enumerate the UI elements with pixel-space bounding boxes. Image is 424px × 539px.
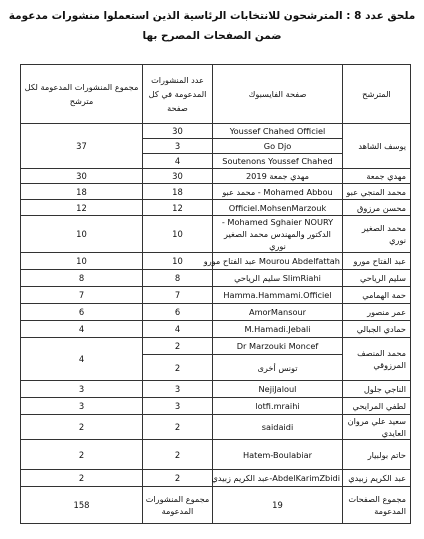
facebook-page-name: مهدي جمعة 2019	[213, 169, 343, 184]
annex-title: ملحق عدد 8 : المترشحون للانتخابات الرئاسية الذين استعملوا منشورات مدعومة ضمن الصفحات المصرح بها	[8, 10, 416, 42]
page-post-count: 2	[143, 338, 213, 355]
facebook-page-name: Mourou Abdelfattah عبد الفتاح مورو	[213, 253, 343, 270]
table-row	[21, 381, 411, 398]
facebook-page-name: NejiJaloul	[213, 381, 343, 398]
candidate-total-posts: 18	[21, 184, 143, 200]
header-row	[21, 65, 411, 124]
candidate-name: محسن مرزوق	[343, 200, 411, 216]
page-post-count: 3	[143, 398, 213, 415]
candidate-name: حمادي الجبالي	[343, 321, 411, 338]
candidate-total-posts: 2	[21, 440, 143, 470]
candidate-name: محمد المنجي عبو	[343, 184, 411, 200]
facebook-page-name: Hamma.Hammami.Officiel	[213, 287, 343, 304]
supported-posts-table	[20, 64, 411, 524]
candidate-name: سعيد علي مروان العايدي	[343, 415, 411, 440]
candidate-total-posts: 30	[21, 169, 143, 184]
candidate-name: مهدي جمعة	[343, 169, 411, 184]
table-row	[21, 184, 411, 200]
facebook-page-name: AmorMansour	[213, 304, 343, 321]
facebook-page-name: Dr Marzouki Moncef	[213, 338, 343, 355]
candidate-total-posts: 10	[21, 253, 143, 270]
candidate-total-posts: 7	[21, 287, 143, 304]
candidate-name: يوسف الشاهد	[343, 124, 411, 169]
facebook-page-name: lotfi.mraihi	[213, 398, 343, 415]
table-row	[21, 470, 411, 487]
facebook-page-name: Go Djo	[213, 139, 343, 154]
candidate-total-posts: 10	[21, 216, 143, 253]
page-post-count: 12	[143, 200, 213, 216]
facebook-page-name: Officiel.MohsenMarzouk	[213, 200, 343, 216]
footer-pages-label: مجموع الصفحات المدعومة	[343, 487, 411, 524]
facebook-page-name: Youssef Chahed Officiel	[213, 124, 343, 139]
page-post-count: 18	[143, 184, 213, 200]
candidate-total-posts: 3	[21, 398, 143, 415]
candidate-name: عبد الفتاح مورو	[343, 253, 411, 270]
facebook-page-name: M.Hamadi.Jebali	[213, 321, 343, 338]
footer-pages-total: 19	[213, 487, 343, 524]
candidate-name: عبد الكريم زبيدي	[343, 470, 411, 487]
page-post-count: 2	[143, 355, 213, 381]
candidate-name: سليم الرياحي	[343, 270, 411, 287]
page-post-count: 4	[143, 321, 213, 338]
facebook-page-name: تونس أخرى	[213, 355, 343, 381]
page-post-count: 3	[143, 139, 213, 154]
page-post-count: 30	[143, 124, 213, 139]
facebook-page-name: Soutenons Youssef Chahed	[213, 154, 343, 169]
page-post-count: 3	[143, 381, 213, 398]
candidate-name: حمة الهمامي	[343, 287, 411, 304]
candidate-name: لطفي المرايحي	[343, 398, 411, 415]
page-post-count: 2	[143, 415, 213, 440]
candidate-name: حاتم بولبيار	[343, 440, 411, 470]
page-post-count: 10	[143, 216, 213, 253]
table-row	[21, 321, 411, 338]
table-row	[21, 304, 411, 321]
header-posts-per-page: عدد المنشورات المدعومة في كل صفحة	[143, 65, 213, 124]
candidate-total-posts: 2	[21, 415, 143, 440]
table-row	[21, 169, 411, 184]
candidate-total-posts: 37	[21, 124, 143, 169]
header-candidate: المترشح	[343, 65, 411, 124]
table-row	[21, 270, 411, 287]
candidate-name: محمد الصغير نوري	[343, 216, 411, 253]
table-row	[21, 253, 411, 270]
candidate-name: عمر منصور	[343, 304, 411, 321]
page-post-count: 2	[143, 440, 213, 470]
candidate-total-posts: 2	[21, 470, 143, 487]
candidate-total-posts: 12	[21, 200, 143, 216]
facebook-page-name: Mohamed Sghaier NOURY - الدكتور والمهندس محمد الصغير نوري	[213, 216, 343, 253]
table-row	[21, 216, 411, 253]
header-total-per-candidate: مجموع المنشورات المدعومة لكل مترشح	[21, 65, 143, 124]
table-row	[21, 200, 411, 216]
facebook-page-name: Hatem-Boulabiar	[213, 440, 343, 470]
footer-posts-total: 158	[21, 487, 143, 524]
footer-posts-label: مجموع المنشورات المدعومة	[143, 487, 213, 524]
candidate-total-posts: 4	[21, 338, 143, 381]
candidate-total-posts: 8	[21, 270, 143, 287]
table-row	[21, 398, 411, 415]
page-post-count: 6	[143, 304, 213, 321]
page-post-count: 30	[143, 169, 213, 184]
facebook-page-name: SlimRiahi سليم الرياحي	[213, 270, 343, 287]
table-row	[21, 124, 411, 139]
header-facebook-page: صفحة الفايسبوك	[213, 65, 343, 124]
page-post-count: 4	[143, 154, 213, 169]
table-body	[21, 124, 411, 487]
table-row	[21, 415, 411, 440]
candidate-name: الناجي جلول	[343, 381, 411, 398]
candidate-total-posts: 4	[21, 321, 143, 338]
candidate-total-posts: 6	[21, 304, 143, 321]
facebook-page-name: Mohamed Abbou - محمد عبو	[213, 184, 343, 200]
page-post-count: 8	[143, 270, 213, 287]
candidate-name: محمد المنصف المرزوقي	[343, 338, 411, 381]
table-row	[21, 440, 411, 470]
table-row	[21, 287, 411, 304]
page-post-count: 2	[143, 470, 213, 487]
facebook-page-name: saidaidi	[213, 415, 343, 440]
table-row	[21, 338, 411, 355]
facebook-page-name: AbdelKarimZbidi-عبد الكريم زبيدي	[213, 470, 343, 487]
footer-row	[21, 487, 411, 524]
candidate-total-posts: 3	[21, 381, 143, 398]
page-post-count: 10	[143, 253, 213, 270]
page-post-count: 7	[143, 287, 213, 304]
